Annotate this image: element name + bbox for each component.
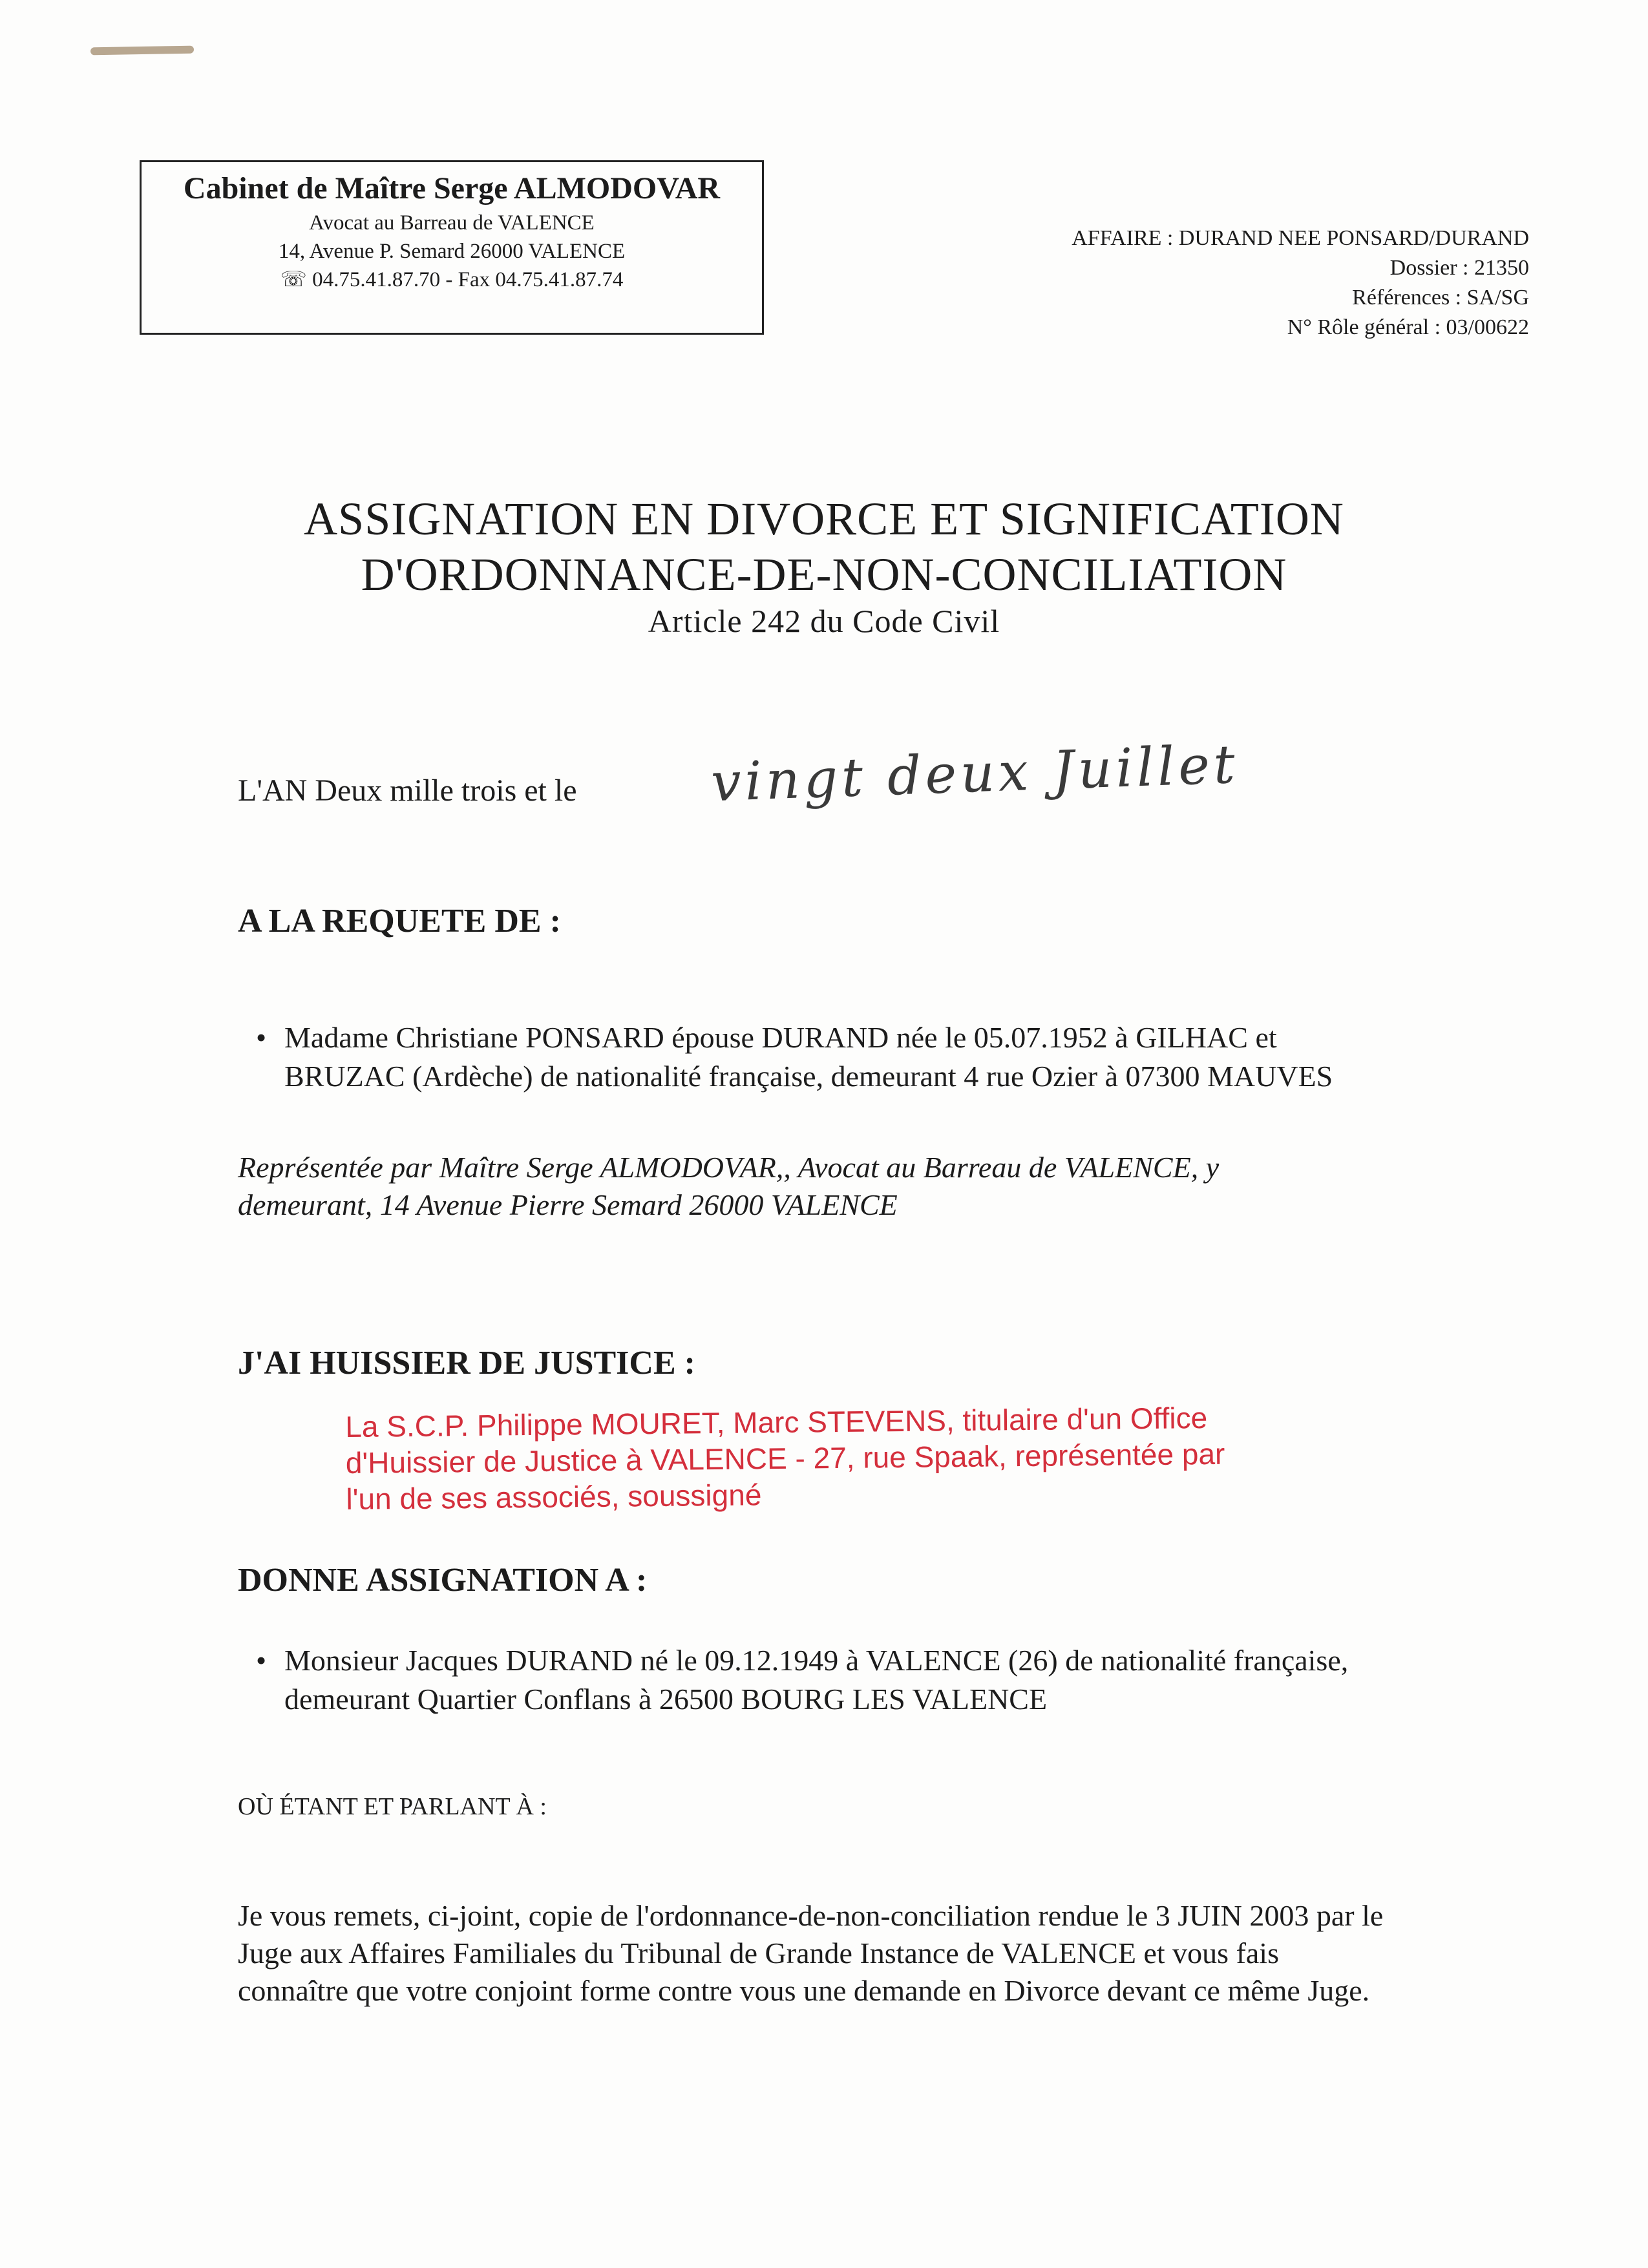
law-firm-header-box — [140, 160, 764, 335]
representation-line-1: Représentée par Maître Serge ALMODOVAR,, Avocat au Barreau de VALENCE, y — [238, 1151, 1220, 1184]
telephone-icon: ☏ — [280, 268, 307, 291]
firm-contact — [142, 266, 762, 294]
defendant-line-2: demeurant Quartier Conflans à 26500 BOURG LES VALENCE — [284, 1683, 1048, 1716]
date-line-handwritten: vingt deux Juillet — [710, 733, 1240, 814]
dossier-line: Dossier : 21350 — [1389, 256, 1529, 280]
stamp-line-2: d'Huissier de Justice à VALENCE - 27, rue Spaak, représentée par — [345, 1436, 1225, 1480]
bullet-icon: • — [256, 1021, 267, 1054]
references-line: Références : SA/SG — [1352, 286, 1529, 310]
stamp-line-3: l'un de ses associés, soussigné — [346, 1478, 762, 1516]
requesting-party-line-2: BRUZAC (Ardèche) de nationalité française, demeurant 4 rue Ozier à 07300 MAUVES — [284, 1060, 1333, 1093]
staple-mark — [90, 46, 194, 56]
body-paragraph — [238, 1897, 1525, 2010]
case-reference-block — [883, 224, 1529, 342]
document-subtitle: Article 242 du Code Civil — [648, 603, 1000, 639]
body-line-3: connaître que votre conjoint forme contre vous une demande en Divorce devant ce même Juge. — [238, 1974, 1370, 2007]
firm-name: Cabinet de Maître Serge ALMODOVAR — [183, 171, 721, 205]
firm-phone-fax: 04.75.41.87.70 - Fax 04.75.41.87.74 — [312, 268, 624, 291]
requesting-party — [256, 1018, 1525, 1096]
stamp-line-1: La S.C.P. Philippe MOURET, Marc STEVENS, titulaire d'un Office — [345, 1401, 1208, 1444]
assignation-heading: DONNE ASSIGNATION A : — [238, 1562, 648, 1599]
bailiff-stamp — [345, 1398, 1316, 1517]
defendant-party — [256, 1641, 1525, 1719]
body-line-1: Je vous remets, ci-joint, copie de l'ordonnance-de-non-conciliation rendue le 3 JUIN 2003 par le — [238, 1899, 1384, 1932]
huissier-heading: J'AI HUISSIER DE JUSTICE : — [238, 1345, 695, 1381]
body-line-2: Juge aux Affaires Familiales du Tribunal de Grande Instance de VALENCE et vous fais — [238, 1937, 1279, 1969]
firm-address: 14, Avenue P. Semard 26000 VALENCE — [278, 240, 626, 263]
requesting-party-line-1: Madame Christiane PONSARD épouse DURAND née le 05.07.1952 à GILHAC et — [284, 1021, 1277, 1054]
firm-role: Avocat au Barreau de VALENCE — [309, 211, 595, 235]
ou-etant-label: OÙ ÉTANT ET PARLANT À : — [238, 1793, 547, 1820]
bullet-icon: • — [256, 1644, 267, 1677]
document-title-line-2: D'ORDONNANCE-DE-NON-CONCILIATION — [361, 549, 1287, 600]
document-title-line-1: ASSIGNATION EN DIVORCE ET SIGNIFICATION — [304, 493, 1344, 545]
requete-heading: A LA REQUETE DE : — [238, 903, 561, 940]
date-line-printed: L'AN Deux mille trois et le — [238, 773, 577, 808]
affaire-line: AFFAIRE : DURAND NEE PONSARD/DURAND — [1072, 226, 1529, 250]
role-general-line: N° Rôle général : 03/00622 — [1287, 315, 1529, 339]
representation-line-2: demeurant, 14 Avenue Pierre Semard 26000 VALENCE — [238, 1188, 898, 1221]
representation-paragraph — [238, 1149, 1525, 1224]
defendant-line-1: Monsieur Jacques DURAND né le 09.12.1949 à VALENCE (26) de nationalité française, — [284, 1644, 1349, 1677]
